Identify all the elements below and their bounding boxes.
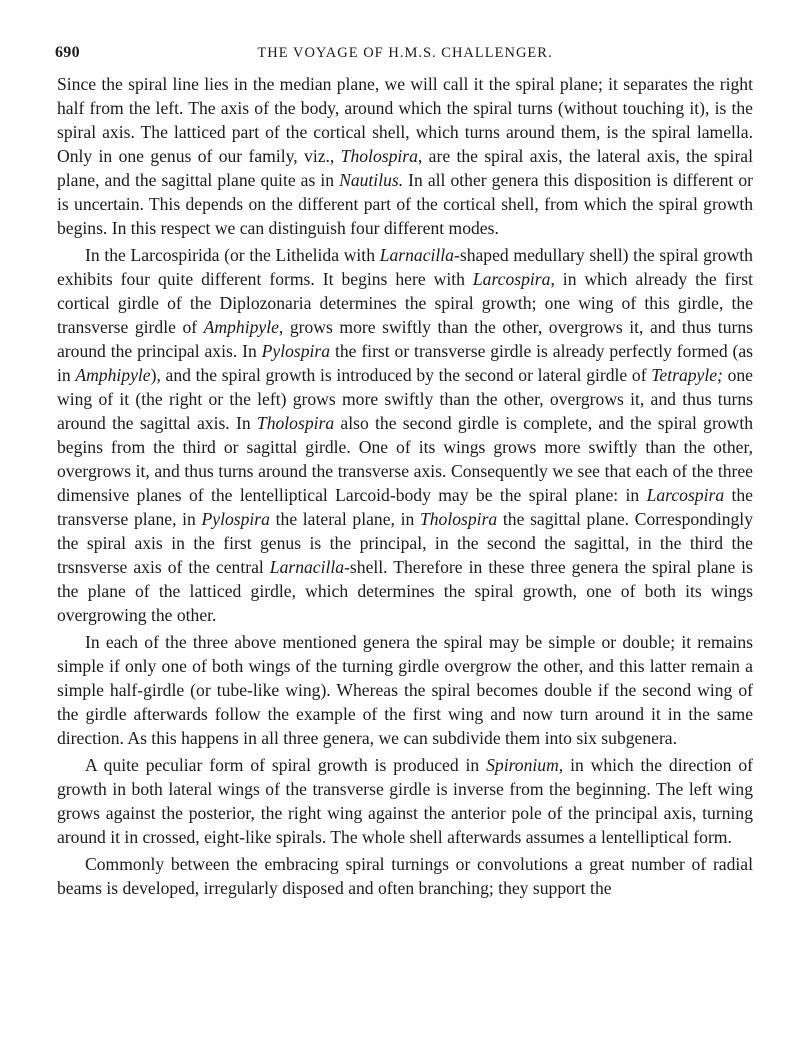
italic-term: Amphipyle xyxy=(75,365,151,385)
text-run: one wing of it (the right or the left) grows more swiftly than the other, overgrows it, and thus turns around the sagittal axis. In xyxy=(57,365,753,433)
text-run: In the Larcospirida (or the Lithelida with xyxy=(85,245,380,265)
text-run: , are the spiral axis, the lateral axis, the spiral plane, and the sagittal plane quite as in xyxy=(57,146,753,190)
italic-term: Larnacilla xyxy=(269,557,345,577)
text-run: in which the direction of growth in both lateral wings of the transverse girdle is inverse from the beginning. The left wing grows against the posterior, the right wing against the anterior pole of the principal axis, turning around it in crossed, eight-like spirals. The whole shell afterwards assumes a lentelliptical form. xyxy=(57,755,753,847)
text-run: also the second girdle is complete, and the spiral growth begins from the third or sagittal girdle. One of its wings grows more swiftly than the other, overgrows it, and thus turns around the transverse axis. Consequently we see that each of the three dimensive planes of the lentelliptical Larcoid-body may be the spiral plane: in xyxy=(57,413,753,505)
text-run: A quite peculiar form of spiral growth is produced in xyxy=(85,755,487,775)
running-title: THE VOYAGE OF H.M.S. CHALLENGER. xyxy=(257,45,553,61)
italic-term: Tholospira xyxy=(340,146,418,166)
italic-term: Nautilus. xyxy=(339,170,404,190)
text-run: Commonly between the embracing spiral turnings or convolutions a great number of radial beams is developed, irregularly disposed and often branching; they support the xyxy=(57,854,753,898)
text-run: the first or transverse girdle is already perfectly formed (as in xyxy=(57,341,753,385)
italic-term: Tetrapyle; xyxy=(651,365,723,385)
italic-term: Pylospira xyxy=(201,509,270,529)
page-header xyxy=(57,44,753,68)
text-run: the sagittal plane. Correspondingly the spiral axis in the first genus is the principal, in the second the sagittal, in the third the trsnsverse axis of the central xyxy=(57,509,753,577)
text-run: -shell. Therefore in these three genera the spiral plane is the plane of the latticed girdle, which determines the spiral growth, one of both its wings overgrowing the other. xyxy=(57,557,754,625)
italic-term: Larcospira xyxy=(646,485,725,505)
paragraph xyxy=(57,630,753,750)
text-run: , grows more swiftly than the other, overgrows it, and thus turns around the principal axis. In xyxy=(57,317,753,361)
text-run: In each of the three above mentioned genera the spiral may be simple or double; it remains simple if only one of both wings of the turning girdle overgrow the other, and this latter remain a simple half-girdle (or tube-like wing). Whereas the spiral becomes double if the second wing of the girdle afterwards follow the example of the first wing and now turn around it in the same direction. As this happens in all three genera, we can subdivide them into six subgenera. xyxy=(57,632,753,748)
text-run: the transverse plane, in xyxy=(57,485,753,529)
paragraph xyxy=(57,72,753,240)
text-run: the lateral plane, in xyxy=(269,509,420,529)
paragraph xyxy=(57,753,753,849)
italic-term: Tholospira xyxy=(256,413,335,433)
italic-term: Larcospira xyxy=(472,269,551,289)
text-run: Since the spiral line lies in the median plane, we will call it the spiral plane; it separates the right half from the left. The axis of the body, around which the spiral turns (without touching it), is the spiral axis. The latticed part of the cortical shell, which turns around them, is the spiral lamella. Only in one genus of our family, viz., xyxy=(57,74,753,166)
italic-term: Spironium, xyxy=(486,755,564,775)
text-run: -shaped medullary shell) the spiral growth exhibits four quite different forms. It begins here with xyxy=(57,245,753,289)
page-number: 690 xyxy=(55,44,80,61)
italic-term: Pylospira xyxy=(261,341,331,361)
italic-term: Tholospira xyxy=(419,509,498,529)
italic-term: Larnacilla xyxy=(379,245,454,265)
body-text xyxy=(57,72,753,900)
text-run: In all other genera this disposition is different or is uncertain. This depends on the different part of the cortical shell, from which the spiral growth begins. In this respect we can distinguish four different modes. xyxy=(57,170,753,238)
paragraph xyxy=(57,852,753,900)
text-run: ), and the spiral growth is introduced by the second or lateral girdle of xyxy=(150,365,652,385)
text-run: , in which already the first cortical girdle of the Diplozonaria determines the spiral growth; one wing of this girdle, the transverse girdle of xyxy=(57,269,753,337)
paragraph xyxy=(57,243,753,627)
italic-term: Amphipyle xyxy=(203,317,279,337)
